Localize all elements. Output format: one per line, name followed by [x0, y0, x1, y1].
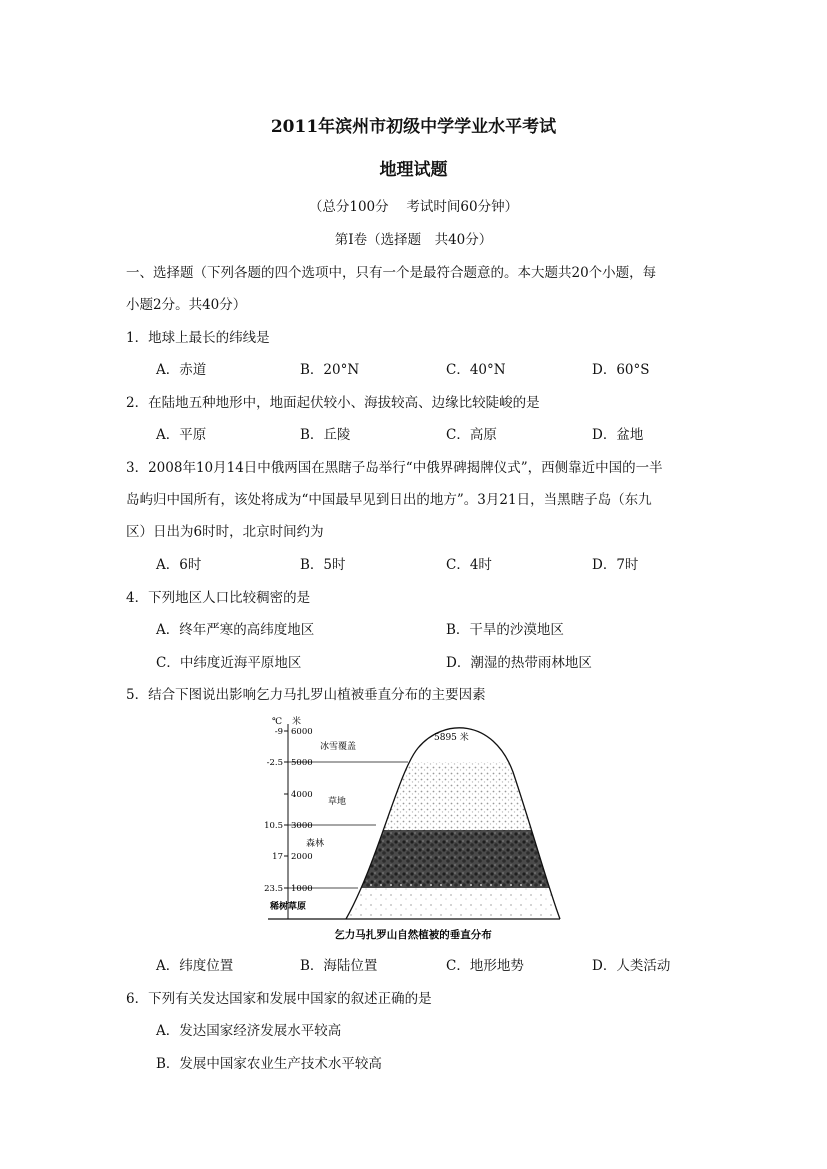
zone-label-grass: 草地: [328, 797, 347, 807]
q1-option-b: B．20°N: [300, 362, 360, 378]
peak-label: 5895 米: [434, 733, 469, 743]
exam-meta: （总分100分 考试时间60分钟）: [308, 199, 519, 215]
question-5-stem: 5．结合下图说出影响乞力马扎罗山植被垂直分布的主要因素: [126, 687, 486, 703]
q4-option-d: D．潮湿的热带雨林地区: [446, 655, 592, 671]
alt-tick-1000: 1000: [291, 884, 313, 894]
question-2-stem: 2．在陆地五种地形中，地面起伏较小、海拔较高、边缘比较陡峻的是: [126, 395, 540, 411]
instructions-line-2: 小题2分。共40分）: [126, 297, 247, 313]
kilimanjaro-vegetation-figure: [258, 712, 568, 944]
temp-tick-10-5: 10.5: [264, 821, 283, 831]
q3-option-a: A．6时: [156, 557, 202, 573]
q5-option-b: B．海陆位置: [300, 958, 378, 974]
alt-tick-2000: 2000: [291, 852, 313, 862]
q6-option-a: A．发达国家经济发展水平较高: [156, 1023, 342, 1039]
question-3-stem-line-1: 3．2008年10月14日中俄两国在黑瞎子岛举行“中俄界碑揭牌仪式”，西侧靠近中国的一半: [126, 460, 663, 476]
question-6-stem: 6．下列有关发达国家和发展中国家的叙述正确的是: [126, 991, 432, 1007]
q5-option-a: A．纬度位置: [156, 958, 234, 974]
question-1-stem: 1．地球上最长的纬线是: [126, 330, 270, 346]
alt-tick-5000: 5000: [291, 758, 313, 768]
exam-title: 2011年滨州市初级中学学业水平考试: [270, 117, 557, 137]
q3-option-c: C．4时: [446, 557, 492, 573]
zone-label-savanna: 稀树草原: [270, 902, 307, 912]
section-heading: 第Ⅰ卷（选择题 共40分）: [334, 232, 493, 248]
figure-caption: 乞力马扎罗山自然植被的垂直分布: [334, 929, 492, 941]
q4-option-b: B．干旱的沙漠地区: [446, 622, 564, 638]
question-3-stem-line-3: 区）日出为6时时，北京时间约为: [126, 524, 324, 540]
temp-tick-minus-2-5: -2.5: [266, 758, 283, 768]
q6-option-b: B．发展中国家农业生产技术水平较高: [156, 1056, 382, 1072]
alt-tick-4000: 4000: [291, 790, 313, 800]
q4-option-a: A．终年严寒的高纬度地区: [156, 622, 315, 638]
q1-option-a: A．赤道: [156, 362, 207, 378]
instructions-line-1: 一、选择题（下列各题的四个选项中，只有一个是最符合题意的。本大题共20个小题，每: [126, 265, 657, 281]
alt-tick-3000: 3000: [291, 821, 313, 831]
q1-option-c: C．40°N: [446, 362, 506, 378]
q2-option-a: A．平原: [156, 427, 207, 443]
temp-unit-label: ℃: [272, 717, 283, 727]
alt-tick-6000: 6000: [291, 727, 313, 737]
temp-tick-23-5: 23.5: [264, 884, 283, 894]
temp-tick-minus-9: -9: [274, 727, 283, 737]
alt-unit-label: 米: [292, 717, 302, 727]
q5-option-c: C．地形地势: [446, 958, 524, 974]
q3-option-d: D．7时: [592, 557, 639, 573]
zone-label-forest: 森林: [306, 839, 325, 849]
q1-option-d: D．60°S: [592, 362, 650, 378]
q5-option-d: D．人类活动: [592, 958, 671, 974]
temp-tick-17: 17: [272, 852, 283, 862]
exam-subtitle: 地理试题: [379, 160, 448, 180]
q4-option-c: C．中纬度近海平原地区: [156, 655, 302, 671]
q2-option-c: C．高原: [446, 427, 497, 443]
question-3-stem-line-2: 岛屿归中国所有，该处将成为“中国最早见到日出的地方”。3月21日，当黑瞎子岛（东九: [126, 492, 652, 508]
q3-option-b: B．5时: [300, 557, 346, 573]
zone-label-snow: 冰雪覆盖: [320, 742, 357, 752]
q2-option-d: D．盆地: [592, 427, 644, 443]
question-4-stem: 4．下列地区人口比较稠密的是: [126, 590, 311, 606]
q2-option-b: B．丘陵: [300, 427, 351, 443]
